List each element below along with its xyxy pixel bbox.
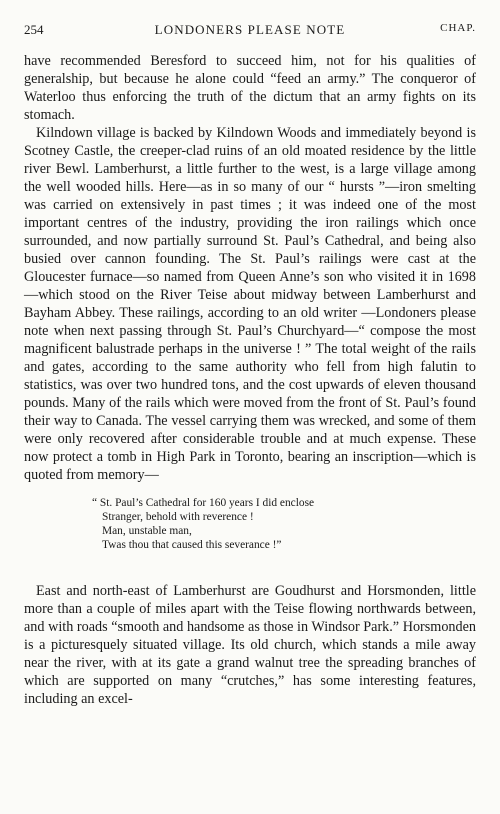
paragraph-kilndown: Kilndown village is backed by Kilndown Woods and immediately beyond is Scotney Castle, the creeper-clad ruins of an old moated residence by the little river Bewl. Lamberhurst, a little further to the west, is a large village among the well wooded hills. Here—as in so many of our “ hursts ”—iron smelting was carried on extensively in past times ; it was indeed one of the most important centres of the industry, providing the iron railings which once surrounded, and now partially surround St. Paul’s Cathedral, and being also busied over cannon founding. The St. Paul’s railings were cast at the Gloucester furnace—so named from Queen Anne’s son who visited it in 1698—which stood on the River Teise about midway between Lamberhurst and Bayham Abbey. These railings, according to an old writer —Londoners please note when next passing through St. Paul’s Churchyard—“ compose the most magnificent balustrade perhaps in the universe ! ” The total weight of the rails and gates, according to the same authority who fell from high falutin to statistics, was over two hundred tons, and the cost upwards of eleven thousand pounds. Many of the rails which were moved from the front of St. Paul’s found their way to Canada. The vessel carrying them was wrecked, and some of them were only recovered after considerable trouble and at much expense. These now protect a tomb in High Park in Toronto, bearing an inscription—which is quoted from memory— <box>24 125 476 483</box>
verse-line: “ St. Paul’s Cathedral for 160 years I did enclose <box>92 497 315 509</box>
page-body <box>24 52 476 708</box>
inscription-verse <box>92 496 476 552</box>
verse-line: Twas thou that caused this severance !” <box>102 539 282 551</box>
verse-line: Man, unstable man, <box>102 525 192 537</box>
running-title: LONDONERS PLEASE NOTE <box>154 22 346 37</box>
page-header <box>24 22 476 42</box>
paragraph-continued: have recommended Beresford to succeed him, not for his qualities of generalship, but because he alone could “feed an army.” The conqueror of Waterloo thus enforcing the truth of the dictum that an army fights on its stomach. <box>24 53 476 123</box>
page-number: 254 <box>24 22 44 37</box>
chapter-abbrev: CHAP. <box>440 22 476 34</box>
paragraph-goudhurst: East and north-east of Lamberhurst are Goudhurst and Horsmonden, little more than a couple of miles apart with the Teise flowing northwards between, and with roads “smooth and handsome as those in Windsor Park.” Horsmonden is a picturesquely situated village. Its old church, which stands a mile away near the river, with at its gate a grand walnut tree the spreading branches of which are supported on many “crutches,” has some interesting features, including an excel- <box>24 583 476 707</box>
verse-line: Stranger, behold with reverence ! <box>102 511 254 523</box>
